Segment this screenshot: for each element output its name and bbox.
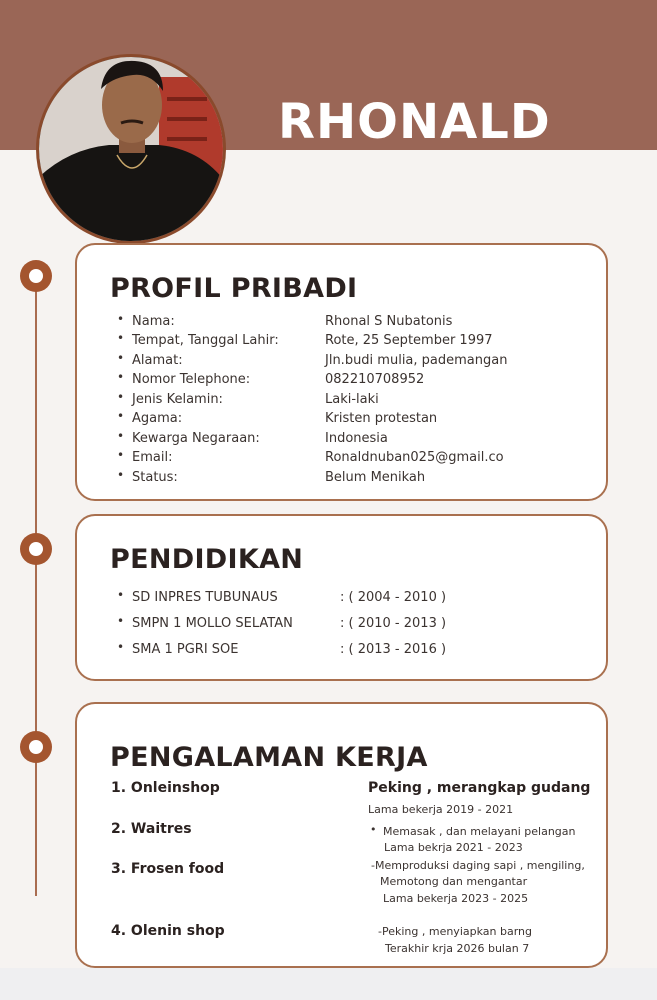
bullet: • [117,468,125,482]
school-years: : ( 2013 - 2016 ) [340,642,447,657]
education-card [75,514,608,681]
bullet: • [117,370,125,384]
experience-line: Lama bekrja 2021 - 2023 [384,841,523,854]
experience-line: Lama bekerja 2023 - 2025 [383,892,529,905]
profile-label: Nama: [132,314,175,329]
bullet: • [117,429,125,443]
profile-value: Rote, 25 September 1997 [325,333,493,348]
profile-card [75,243,608,501]
profile-value: Belum Menikah [325,470,426,485]
bullet: • [117,312,125,326]
experience-line: -Memproduksi daging sapi , mengiling, [371,859,585,872]
experience-line: Lama bekerja 2019 - 2021 [368,803,514,816]
education-title: PENDIDIKAN [110,544,304,575]
profile-photo [36,54,226,244]
school-name: SD INPRES TUBUNAUS [132,590,278,605]
profile-label: Status: [132,470,178,485]
bullet: • [117,448,125,462]
profile-value: Laki-laki [325,392,379,407]
profile-value: Rhonal S Nubatonis [325,314,453,329]
timeline-line [35,278,37,896]
profile-value: Indonesia [325,431,388,446]
bullet: • [117,390,125,404]
experience-line: Memotong dan mengantar [380,875,528,888]
bottom-band [0,968,657,1000]
timeline-dot-profile [20,260,52,292]
school-years: : ( 2010 - 2013 ) [340,616,447,631]
resume-name: RHONALD [278,94,551,150]
school-name: SMA 1 PGRI SOE [132,642,239,657]
bullet: • [117,588,125,602]
experience-card [75,702,608,968]
profile-label: Kewarga Negaraan: [132,431,260,446]
school-name: SMPN 1 MOLLO SELATAN [132,616,293,631]
job-item: 1. Onleinshop [111,780,220,796]
job-item: 2. Waitres [111,821,192,837]
profile-label: Nomor Telephone: [132,372,251,387]
profile-label: Email: [132,450,173,465]
experience-line: Memasak , dan melayani pelangan [383,825,576,838]
bullet: • [117,640,125,654]
profile-value: Ronaldnuban025@gmail.co [325,450,504,465]
experience-line: -Peking , menyiapkan barng [378,925,532,938]
profile-label: Jenis Kelamin: [132,392,223,407]
school-years: : ( 2004 - 2010 ) [340,590,447,605]
job-item: 4. Olenin shop [111,923,225,939]
bullet: • [117,614,125,628]
profile-value: 082210708952 [325,372,425,387]
bullet: • [117,351,125,365]
experience-title: PENGALAMAN KERJA [110,742,428,773]
timeline-dot-experience [20,731,52,763]
experience-detail-heading: Peking , merangkap gudang [368,780,591,796]
timeline-dot-education [20,533,52,565]
profile-value: Jln.budi mulia, pademangan [325,353,508,368]
bullet: • [117,331,125,345]
profile-title: PROFIL PRIBADI [110,273,358,304]
profile-label: Agama: [132,411,183,426]
bullet: • [370,823,377,836]
profile-value: Kristen protestan [325,411,438,426]
profile-label: Alamat: [132,353,183,368]
experience-line: Terakhir krja 2026 bulan 7 [385,942,530,955]
bullet: • [117,409,125,423]
profile-label: Tempat, Tanggal Lahir: [132,333,279,348]
job-item: 3. Frosen food [111,861,225,877]
